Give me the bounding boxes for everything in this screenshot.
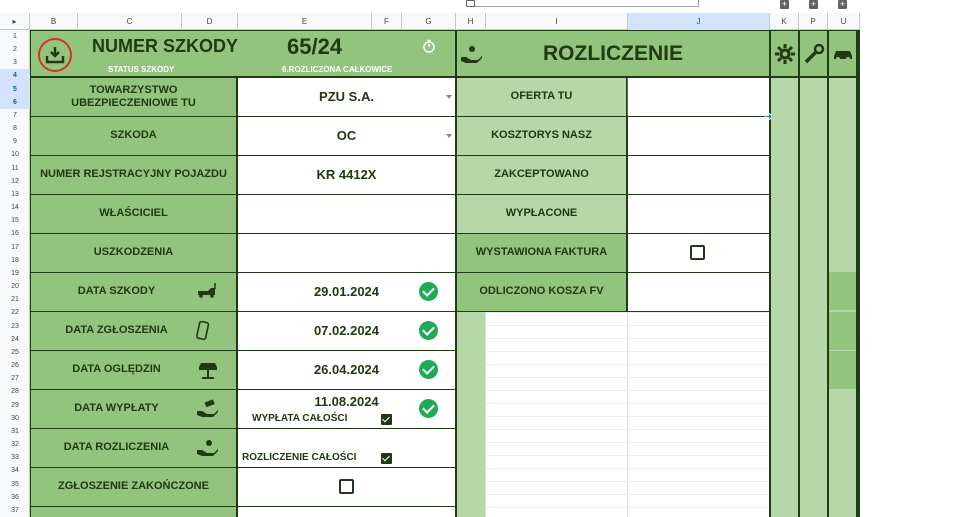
row-header[interactable]: 35 xyxy=(11,480,19,488)
col-header-e[interactable]: E xyxy=(238,13,372,30)
field-value-text: KR 4412X xyxy=(316,167,377,182)
row-header[interactable]: 3 xyxy=(13,59,17,67)
next-row-value[interactable] xyxy=(238,507,455,517)
grid-line xyxy=(485,507,769,508)
col-header-f[interactable]: F xyxy=(372,13,402,30)
check-circle-icon xyxy=(419,399,438,418)
field-label: DATA ROZLICZENIA xyxy=(31,429,236,467)
row-header[interactable]: 2 xyxy=(13,46,17,54)
grid-line xyxy=(627,312,628,517)
grid-line xyxy=(485,442,769,443)
settlement-value[interactable] xyxy=(628,195,769,233)
grid-line xyxy=(485,455,769,456)
column-p-fill[interactable] xyxy=(800,78,827,517)
car-arrows-icon xyxy=(831,46,855,62)
field-label: DATA OGLĘDZIN xyxy=(31,351,236,389)
settlement-header xyxy=(457,31,769,76)
row-header[interactable]: 5 xyxy=(0,83,30,96)
select-all-corner[interactable]: ▸ xyxy=(0,13,30,30)
col-header-b[interactable]: B xyxy=(30,13,78,30)
sub-label: WYPŁATA CAŁOŚCI xyxy=(252,413,348,424)
field-label: DATA ZGŁOSZENIA xyxy=(31,312,236,350)
grid-line xyxy=(485,429,769,430)
car-header xyxy=(829,31,856,76)
next-row-label xyxy=(31,507,236,517)
row-header[interactable]: 10 xyxy=(11,151,19,159)
row-header[interactable]: 24 xyxy=(11,335,19,343)
grid-line xyxy=(485,403,769,404)
grid-line xyxy=(485,338,769,339)
field-value-text: PZU S.A. xyxy=(319,89,374,104)
stopwatch-icon xyxy=(422,39,436,58)
empty-grid-area[interactable] xyxy=(457,312,769,517)
download-tray-icon[interactable] xyxy=(38,38,72,72)
gear-icon xyxy=(774,43,796,65)
claim-status-label: STATUS SZKODY xyxy=(108,65,175,74)
column-k-fill[interactable] xyxy=(771,78,798,517)
row-header[interactable]: 12 xyxy=(11,177,19,185)
grid-line xyxy=(485,364,769,365)
row-header[interactable]: 28 xyxy=(11,388,19,396)
row-header[interactable]: 32 xyxy=(11,441,19,449)
check-circle-icon xyxy=(419,282,438,301)
settlement-label: WYPŁACONE xyxy=(457,195,626,233)
sub-label: ROZLICZENIE CAŁOŚCI xyxy=(242,452,357,463)
row-header[interactable]: 7 xyxy=(13,111,17,119)
settlement-label: WYSTAWIONA FAKTURA xyxy=(457,234,626,272)
column-u-block-1 xyxy=(829,272,856,310)
wrench-icon xyxy=(803,43,825,65)
field-label: ZGŁOSZENIE ZAKOŃCZONE xyxy=(31,468,236,506)
field-label: DATA WYPŁATY xyxy=(31,390,236,428)
field-value[interactable] xyxy=(238,195,455,233)
row-header[interactable]: 34 xyxy=(11,467,19,475)
grid-line xyxy=(485,325,769,326)
row-header[interactable]: 15 xyxy=(11,217,19,225)
grid-line xyxy=(485,312,769,313)
row-header[interactable]: 17 xyxy=(11,243,19,251)
field-value-text: OC xyxy=(336,128,357,143)
check-circle-icon xyxy=(419,360,438,379)
wrench-header xyxy=(800,31,827,76)
row-header[interactable]: 27 xyxy=(11,375,19,383)
row-header[interactable]: 16 xyxy=(11,230,19,238)
row-header[interactable]: 25 xyxy=(11,348,19,356)
col-header-d[interactable]: D xyxy=(182,13,238,30)
settlement-label: KOSZTORYS NASZ xyxy=(457,117,626,155)
col-header-g[interactable]: G xyxy=(402,13,456,30)
field-value-text: 07.02.2024 xyxy=(313,323,380,338)
hand-coins-icon xyxy=(460,44,484,69)
column-group-slider[interactable] xyxy=(467,0,699,7)
col-header-u[interactable]: U xyxy=(828,13,860,30)
field-value-text: 26.04.2024 xyxy=(313,362,380,377)
row-header[interactable]: 22 xyxy=(11,309,19,317)
tow-truck-icon xyxy=(196,282,218,303)
field-value[interactable] xyxy=(238,234,455,272)
column-u-block-2 xyxy=(829,312,856,350)
row-header[interactable]: 29 xyxy=(11,401,19,409)
claim-number-value: 65/24 xyxy=(287,34,343,59)
hand-coins-icon xyxy=(196,438,220,463)
row-header[interactable]: 4 xyxy=(0,69,30,82)
grid-line xyxy=(485,351,769,352)
claim-status-value: 6.ROZLICZONA CAŁKOWICE xyxy=(282,65,393,74)
field-label: TOWARZYSTWO UBEZPIECZENIOWE TU xyxy=(31,78,236,116)
field-value-text: 11.08.2024 xyxy=(314,394,379,409)
row-header[interactable]: 8 xyxy=(13,125,17,133)
settlement-label: OFERTA TU xyxy=(457,78,626,116)
col-header-c[interactable]: C xyxy=(78,13,182,30)
settlement-value[interactable] xyxy=(628,273,769,311)
row-header[interactable]: 1 xyxy=(13,33,17,40)
row-header[interactable]: 36 xyxy=(11,493,19,501)
row-header[interactable]: 13 xyxy=(11,190,19,198)
claim-sheet xyxy=(30,30,860,517)
row-header[interactable]: 37 xyxy=(11,506,19,514)
row-header[interactable]: 20 xyxy=(11,283,19,291)
col-header-h[interactable]: H xyxy=(456,13,486,30)
field-label: DATA SZKODY xyxy=(31,273,236,311)
grid-line xyxy=(485,312,486,517)
settlement-title: ROZLICZENIE xyxy=(543,41,683,65)
row-header[interactable]: 31 xyxy=(11,427,19,435)
col-header-j[interactable]: J xyxy=(628,13,770,30)
sub-checkbox[interactable] xyxy=(381,414,392,425)
check-circle-icon xyxy=(419,321,438,340)
row-header[interactable]: 11 xyxy=(11,164,19,172)
settlement-value[interactable] xyxy=(628,78,769,116)
row-headers xyxy=(0,30,30,517)
invoice-checkbox[interactable] xyxy=(690,245,705,260)
grid-line xyxy=(485,494,769,495)
field-label: USZKODZENIA xyxy=(31,234,236,272)
field-label: SZKODA xyxy=(31,117,236,155)
car-lift-icon xyxy=(196,360,220,385)
claim-number-title: NUMER SZKODY xyxy=(92,36,239,56)
row-header[interactable]: 9 xyxy=(13,138,17,146)
col-header-p[interactable]: P xyxy=(799,13,828,30)
row-header[interactable]: 14 xyxy=(11,204,19,212)
grid-line xyxy=(485,481,769,482)
field-label: WŁAŚCICIEL xyxy=(31,195,236,233)
expand-group-k-icon[interactable]: + xyxy=(781,0,788,9)
completed-checkbox[interactable] xyxy=(339,479,354,494)
column-group-handle[interactable] xyxy=(466,0,475,7)
column-h-fill xyxy=(457,312,485,517)
settlement-label: ZAKCEPTOWANO xyxy=(457,156,626,194)
grid-line xyxy=(485,377,769,378)
field-label: NUMER REJSTRACYJNY POJAZDU xyxy=(31,156,236,194)
row-header[interactable]: 33 xyxy=(11,454,19,462)
phone-icon xyxy=(196,321,210,346)
row-header[interactable]: 19 xyxy=(11,269,19,277)
gear-header xyxy=(771,31,798,76)
expand-group-p-icon[interactable]: + xyxy=(810,0,817,9)
grid-line xyxy=(485,468,769,469)
toolbar-strip xyxy=(0,0,957,13)
settlement-label: ODLICZONO KOSZA FV xyxy=(457,273,626,311)
field-value-text: 29.01.2024 xyxy=(313,284,380,299)
expand-group-u-icon[interactable]: + xyxy=(839,0,846,9)
dropdown-arrow-icon[interactable] xyxy=(446,95,452,99)
settlement-value[interactable] xyxy=(628,156,769,194)
grid-line xyxy=(485,390,769,391)
settlement-value[interactable] xyxy=(628,117,769,155)
hand-money-icon xyxy=(196,399,220,424)
row-header[interactable]: 30 xyxy=(11,414,19,422)
col-header-i[interactable]: I xyxy=(486,13,628,30)
row-header[interactable]: 18 xyxy=(11,256,19,264)
row-header[interactable]: 21 xyxy=(11,296,19,304)
dropdown-arrow-icon[interactable] xyxy=(446,134,452,138)
column-u-block-3 xyxy=(829,351,856,389)
grid-line xyxy=(485,416,769,417)
row-header[interactable]: 26 xyxy=(11,362,19,370)
row-header[interactable]: 23 xyxy=(11,322,19,330)
column-headers xyxy=(0,13,860,30)
row-header[interactable]: 6 xyxy=(0,96,30,109)
sub-checkbox[interactable] xyxy=(381,453,392,464)
col-header-k[interactable]: K xyxy=(770,13,799,30)
